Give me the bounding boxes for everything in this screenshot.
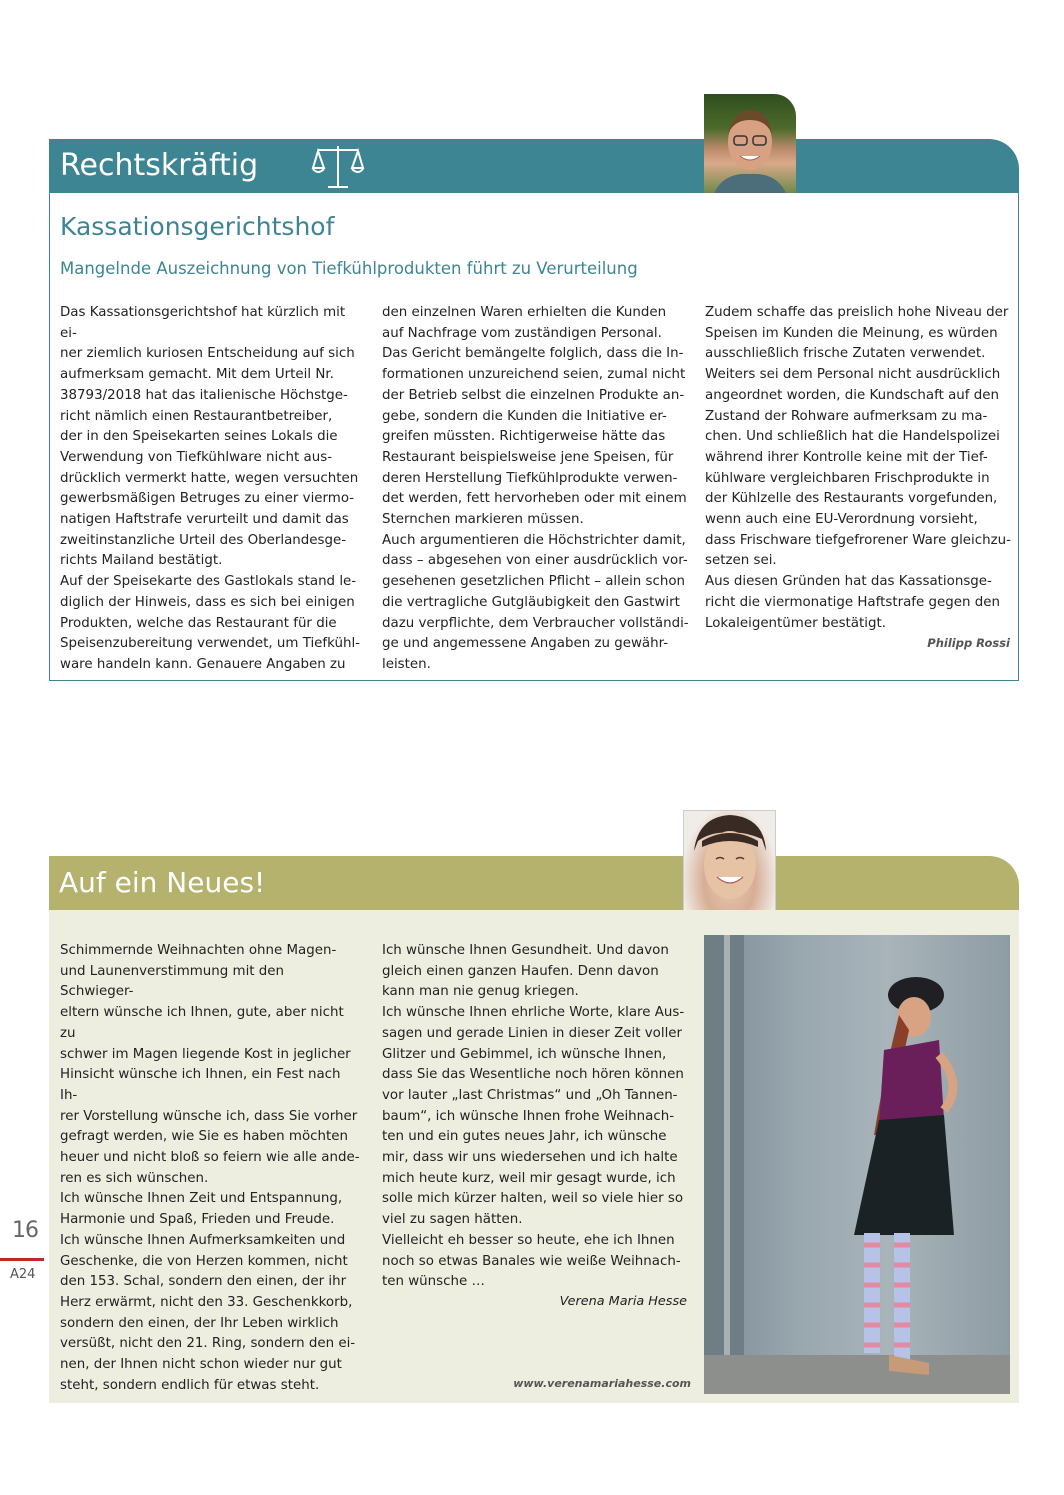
page-code: A24 [10, 1267, 36, 1282]
article-column-3 [705, 303, 1015, 634]
paragraph-text: den einzelnen Waren erhielten die Kunden auf Nachfrage vom zuständigen Personal. Das Gericht bemängelte folglich, dass die In- formationen unzureichend seien, zumal nicht der Betrieb selbst die einzelnen Produkte an- gebe, sondern die Kunden die Initiative er- greifen müssten. Richtigerweise hätte das Restaurant beispielsweise jene Speisen, für deren Herstellung Tiefkühlprodukte verwen- det werden, fett hervorheben oder mit einem Sternchen markieren müssen. Auch argumentieren die Höchstrichter damit, dass – abgesehen von einer ausdrücklich vor- gesehenen gesetzlichen Pflicht – allein schon die vertragliche Gutgläubigkeit den Gastwirt dazu verpflichte, dem Verbraucher vollständi- ge und angemessene Angaben zu gewähr- leisten. [382, 305, 689, 672]
paragraph-text: Das Kassationsgerichtshof hat kürzlich mit ei- ner ziemlich kuriosen Entscheidung auf sich aufmerksam gemacht. Mit dem Urteil Nr. 38793/2018 hat das italienische Höchstge- richt nämlich einen Restaurantbetreiber, der in den Speisekarten seines Lokals die Verwendung von Tiefkühlware nicht aus- drücklich vermerkt hatte, wegen versuchten gewerbsmäßigen Betruges zu einer viermo- natigen Haftstrafe verurteilt und damit das zweitinstanzliche Urteil des Oberlandesge- richts Mailand bestätigt. Auf der Speisekarte des Gastlokals stand le- diglich der Hinweis, dass es sich bei einigen Produkten, welche das Restaurant für die Speisenzubereitung verwendet, um Tiefkühl- ware handeln kann. Genauere Angaben zu [60, 305, 361, 672]
article-column-1 [60, 941, 360, 1396]
paragraph-text: Zudem schaffe das preislich hohe Niveau der Speisen im Kunden die Meinung, es würden ausschließlich frische Zutaten verwendet. Weiters sei dem Personal nicht ausdrücklich angeordnet worden, die Kundschaft auf den Zustand der Rohware aufmerksam zu ma- chen. Und schließlich hat die Handelspolizei während ihrer Kontrolle keine mit der Tief- kühlware vergleichbaren Frischprodukte in der Kühlzelle des Restaurants vorgefunden, wenn auch eine EU-Verordnung vorsieht, dass Frischware tiefgefrorener Ware gleichzu- setzen sei. Aus diesen Gründen hat das Kassationsge- richt die viermonatige Haftstrafe gegen den Lokaleigentümer bestätigt. [705, 305, 1011, 631]
article-column-2 [382, 303, 692, 676]
paragraph-text: Schimmernde Weihnachten ohne Magen- und Launenverstimmung mit den Schwieger- eltern wünsche ich Ihnen, gute, aber nicht zu schwer im Magen liegende Kost in jeglicher Hinsicht wünsche ich Ihnen, ein Fest nach Ih- rer Vorstellung wünsche ich, dass Sie vorher gefragt werden, wie Sie es haben möchten heuer und nicht bloß so feiern wie alle ande- ren es sich wünschen. Ich wünsche Ihnen Zeit und Entspannung, Harmonie und Spaß, Frieden und Freude. Ich wünsche Ihnen Aufmerksamkeiten und Geschenke, die von Herzen kommen, nicht den 153. Schal, sondern den einen, der ihr Herz erwärmt, nicht den 33. Geschenkkorb, sondern den einen, der Ihr Leben wirklich versüßt, nicht den 21. Ring, sondern den ei- nen, der Ihnen nicht schon wieder nur gut steht, sondern endlich für etwas steht. [60, 943, 360, 1393]
woman-leaning-on-wall-photo [704, 935, 1010, 1394]
paragraph-text: Ich wünsche Ihnen Gesundheit. Und davon gleich einen ganzen Haufen. Denn davon kann man nie genug kriegen. Ich wünsche Ihnen ehrliche Worte, klare Aus- sagen und gerade Linien in dieser Zeit voller Glitzer und Gebimmel, ich wünsche Ihnen, dass Sie das Wesentliche noch hören können vor lauter „last Christmas“ und „Oh Tannen- baum“, ich wünsche Ihnen frohe Weihnach- ten und ein gutes neues Jahr, ich wünsche mir, dass wir uns wiedersehen und ich halte mich heute kurz, weil mir gesagt wurde, ich solle mich kürzer halten, weil so viele hier so viel zu sagen hätten. Vielleicht eh besser so heute, ehe ich Ihnen noch so etwas Banales wie weiße Weihnach- ten wünsche … [382, 943, 685, 1290]
page-marker-line [0, 1258, 44, 1261]
author-website-link[interactable]: www.verenamariahesse.com [513, 1377, 691, 1390]
page-number: 16 [12, 1218, 38, 1243]
scales-of-justice-icon [310, 142, 366, 192]
section-title: Auf ein Neues! [59, 866, 266, 899]
article-headline: Kassationsgerichtshof [60, 212, 335, 241]
article-column-2 [382, 941, 687, 1293]
author-portrait-photo [704, 94, 796, 193]
article-author: Verena Maria Hesse [559, 1294, 687, 1309]
article-author: Philipp Rossi [927, 636, 1010, 650]
article-subheadline: Mangelnde Auszeichnung von Tiefkühlprodukten führt zu Verurteilung [60, 259, 638, 278]
section-title: Rechtskräftig [60, 148, 259, 183]
article-column-1 [60, 303, 365, 676]
author-portrait-photo [683, 810, 776, 912]
